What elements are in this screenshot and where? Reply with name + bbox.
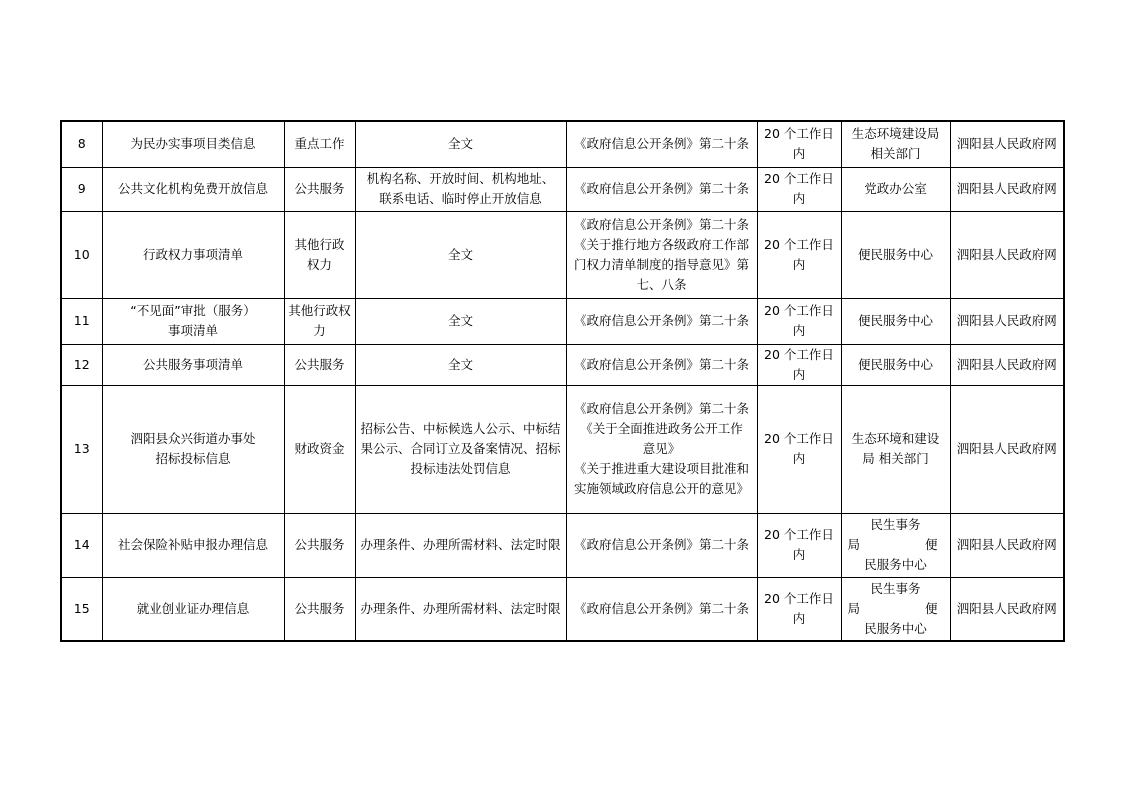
content-cell	[355, 513, 566, 577]
time-limit: 20 个工作日内	[764, 171, 834, 206]
publish-channel-cell	[950, 385, 1064, 513]
item-title-line: 事项清单	[167, 323, 218, 338]
time-limit-cell	[757, 385, 841, 513]
department-line: 局 相关部门	[862, 451, 929, 466]
time-limit: 20 个工作日内	[764, 590, 834, 626]
department-fragment: 局	[847, 600, 861, 616]
item-title-line: 泗阳县众兴街道办事处	[130, 431, 256, 446]
content-line: 招标公告、中标候选人公示、中标结	[360, 421, 561, 436]
row-number-cell	[61, 577, 102, 641]
basis-line: 门权力清单制度的指导意见》第	[573, 256, 749, 272]
row-number-cell	[61, 513, 102, 577]
department-cell	[841, 385, 950, 513]
time-limit-cell	[757, 211, 841, 298]
basis-line: 《政府信息公开条例》第二十条	[573, 181, 749, 196]
item-title-cell	[102, 167, 284, 211]
department-line: 生态环境和建设	[851, 431, 940, 446]
department-cell	[841, 121, 950, 167]
time-limit: 20 个工作日内	[764, 346, 834, 382]
category-cell	[284, 167, 355, 211]
publish-channel: 泗阳县人民政府网	[956, 600, 1057, 616]
basis-line: 《政府信息公开条例》第二十条	[573, 600, 749, 616]
item-title-cell	[102, 298, 284, 344]
category-cell	[284, 577, 355, 641]
category-cell	[284, 385, 355, 513]
time-limit: 20 个工作日内	[764, 303, 834, 338]
basis-line: 七、八条	[636, 276, 687, 292]
time-limit-cell	[757, 167, 841, 211]
item-title-line: 行政权力事项清单	[142, 246, 243, 262]
content-cell	[355, 344, 566, 385]
item-title-line: 社会保险补贴申报办理信息	[117, 537, 268, 552]
department-cell	[841, 577, 950, 641]
row-number: 13	[73, 441, 90, 456]
publish-channel-cell	[950, 121, 1064, 167]
content-line: 机构名称、开放时间、机构地址、	[366, 171, 555, 186]
department-line: 相关部门	[870, 146, 921, 162]
row-number-cell	[61, 211, 102, 298]
category-line: 权力	[306, 256, 332, 272]
time-limit-cell	[757, 577, 841, 641]
category-line: 公共服务	[294, 600, 345, 616]
department-fragment: 局	[847, 537, 861, 552]
time-limit: 20 个工作日内	[764, 431, 834, 466]
row-number-cell	[61, 385, 102, 513]
publish-channel: 泗阳县人民政府网	[956, 537, 1057, 552]
department-cell	[841, 211, 950, 298]
department-line: 民生事务	[870, 517, 921, 532]
department-fragment: 便	[924, 600, 938, 616]
department-line: 党政办公室	[864, 181, 927, 196]
publish-channel-cell	[950, 577, 1064, 641]
table-row	[61, 513, 1064, 577]
content-cell	[355, 577, 566, 641]
department-line: 便民服务中心	[857, 313, 933, 328]
content-line: 办理条件、办理所需材料、法定时限	[360, 537, 561, 552]
publish-channel: 泗阳县人民政府网	[956, 246, 1057, 262]
row-number-cell	[61, 167, 102, 211]
time-limit-cell	[757, 513, 841, 577]
time-limit: 20 个工作日内	[764, 236, 834, 272]
category-line: 公共服务	[294, 181, 345, 196]
publish-channel: 泗阳县人民政府网	[956, 441, 1057, 456]
content-cell	[355, 385, 566, 513]
time-limit-cell	[757, 121, 841, 167]
content-line: 全文	[447, 246, 473, 262]
category-line: 其他行政权	[288, 303, 351, 318]
department-line: 便民服务中心	[857, 246, 933, 262]
basis-line: 《政府信息公开条例》第二十条	[573, 136, 749, 152]
publish-channel: 泗阳县人民政府网	[956, 356, 1057, 372]
item-title-line: 公共服务事项清单	[142, 356, 243, 372]
department-cell	[841, 513, 950, 577]
category-cell	[284, 344, 355, 385]
basis-cell	[566, 385, 757, 513]
basis-line: 《政府信息公开条例》第二十条	[573, 216, 749, 232]
content-line: 联系电话、临时停止开放信息	[379, 191, 542, 206]
time-limit-cell	[757, 344, 841, 385]
department-cell	[841, 167, 950, 211]
table-row	[61, 344, 1064, 385]
row-number: 8	[77, 136, 86, 152]
row-number-cell	[61, 344, 102, 385]
basis-line: 《关于推行地方各级政府工作部	[573, 236, 749, 252]
publish-channel-cell	[950, 211, 1064, 298]
basis-line: 《政府信息公开条例》第二十条	[573, 401, 749, 416]
item-title-cell	[102, 211, 284, 298]
item-title-cell	[102, 344, 284, 385]
publish-channel-cell	[950, 298, 1064, 344]
content-cell	[355, 121, 566, 167]
item-title-line: 就业创业证办理信息	[136, 600, 250, 616]
department-line: 便民服务中心	[857, 356, 933, 372]
table-row	[61, 211, 1064, 298]
category-cell	[284, 298, 355, 344]
disclosure-table	[60, 120, 1065, 642]
time-limit-cell	[757, 298, 841, 344]
content-line: 全文	[447, 356, 473, 372]
category-line: 公共服务	[294, 356, 345, 372]
basis-cell	[566, 577, 757, 641]
basis-line: 实施领域政府信息公开的意见》	[573, 481, 749, 496]
content-cell	[355, 167, 566, 211]
category-cell	[284, 513, 355, 577]
time-limit: 20 个工作日内	[764, 126, 834, 162]
publish-channel-cell	[950, 344, 1064, 385]
basis-cell	[566, 298, 757, 344]
basis-line: 《政府信息公开条例》第二十条	[573, 537, 749, 552]
content-line: 投标违法处罚信息	[410, 461, 511, 476]
item-title-line: 为民办实事项目类信息	[130, 136, 256, 152]
category-line: 力	[313, 323, 326, 338]
basis-cell	[566, 513, 757, 577]
category-cell	[284, 121, 355, 167]
table-row	[61, 167, 1064, 211]
item-title-line: 公共文化机构免费开放信息	[117, 181, 268, 196]
department-cell	[841, 298, 950, 344]
row-number: 14	[73, 537, 90, 552]
basis-line: 《政府信息公开条例》第二十条	[573, 313, 749, 328]
basis-line: 《关于推进重大建设项目批准和	[573, 461, 749, 476]
basis-line: 《政府信息公开条例》第二十条	[573, 356, 749, 372]
department-line: 民服务中心	[864, 620, 927, 636]
row-number: 15	[73, 600, 90, 616]
row-number-cell	[61, 121, 102, 167]
basis-cell	[566, 121, 757, 167]
row-number: 11	[73, 313, 90, 328]
publish-channel-cell	[950, 513, 1064, 577]
item-title-line: “不见面”审批（服务）	[130, 303, 256, 318]
basis-line: 《关于全面推进政务公开工作	[580, 421, 743, 436]
department-line-split	[844, 599, 948, 619]
content-line: 全文	[447, 313, 473, 328]
basis-cell	[566, 344, 757, 385]
item-title-cell	[102, 121, 284, 167]
table-row	[61, 385, 1064, 513]
content-line: 果公示、合同订立及备案情况、招标	[360, 441, 561, 456]
table-row	[61, 577, 1064, 641]
category-line: 其他行政	[294, 236, 345, 252]
table-row	[61, 121, 1064, 167]
department-cell	[841, 344, 950, 385]
publish-channel: 泗阳县人民政府网	[956, 181, 1057, 196]
category-line: 财政资金	[294, 441, 345, 456]
row-number: 12	[73, 356, 90, 372]
content-cell	[355, 298, 566, 344]
publish-channel: 泗阳县人民政府网	[956, 136, 1057, 152]
time-limit: 20 个工作日内	[764, 527, 834, 562]
publish-channel: 泗阳县人民政府网	[956, 313, 1057, 328]
department-line: 民服务中心	[864, 557, 927, 572]
row-number: 9	[77, 181, 86, 196]
category-cell	[284, 211, 355, 298]
department-line: 民生事务	[870, 580, 921, 596]
category-line: 重点工作	[294, 136, 345, 152]
basis-cell	[566, 211, 757, 298]
item-title-cell	[102, 385, 284, 513]
content-cell	[355, 211, 566, 298]
item-title-cell	[102, 513, 284, 577]
category-line: 公共服务	[294, 537, 345, 552]
content-line: 全文	[447, 136, 473, 152]
item-title-line: 招标投标信息	[155, 451, 231, 466]
table-row	[61, 298, 1064, 344]
basis-cell	[566, 167, 757, 211]
department-fragment: 便	[924, 537, 938, 552]
row-number: 10	[73, 246, 90, 262]
department-line-split	[844, 535, 948, 555]
publish-channel-cell	[950, 167, 1064, 211]
table-body	[61, 121, 1064, 641]
row-number-cell	[61, 298, 102, 344]
department-line: 生态环境建设局	[851, 126, 940, 142]
content-line: 办理条件、办理所需材料、法定时限	[360, 600, 561, 616]
basis-line: 意见》	[642, 441, 681, 456]
item-title-cell	[102, 577, 284, 641]
